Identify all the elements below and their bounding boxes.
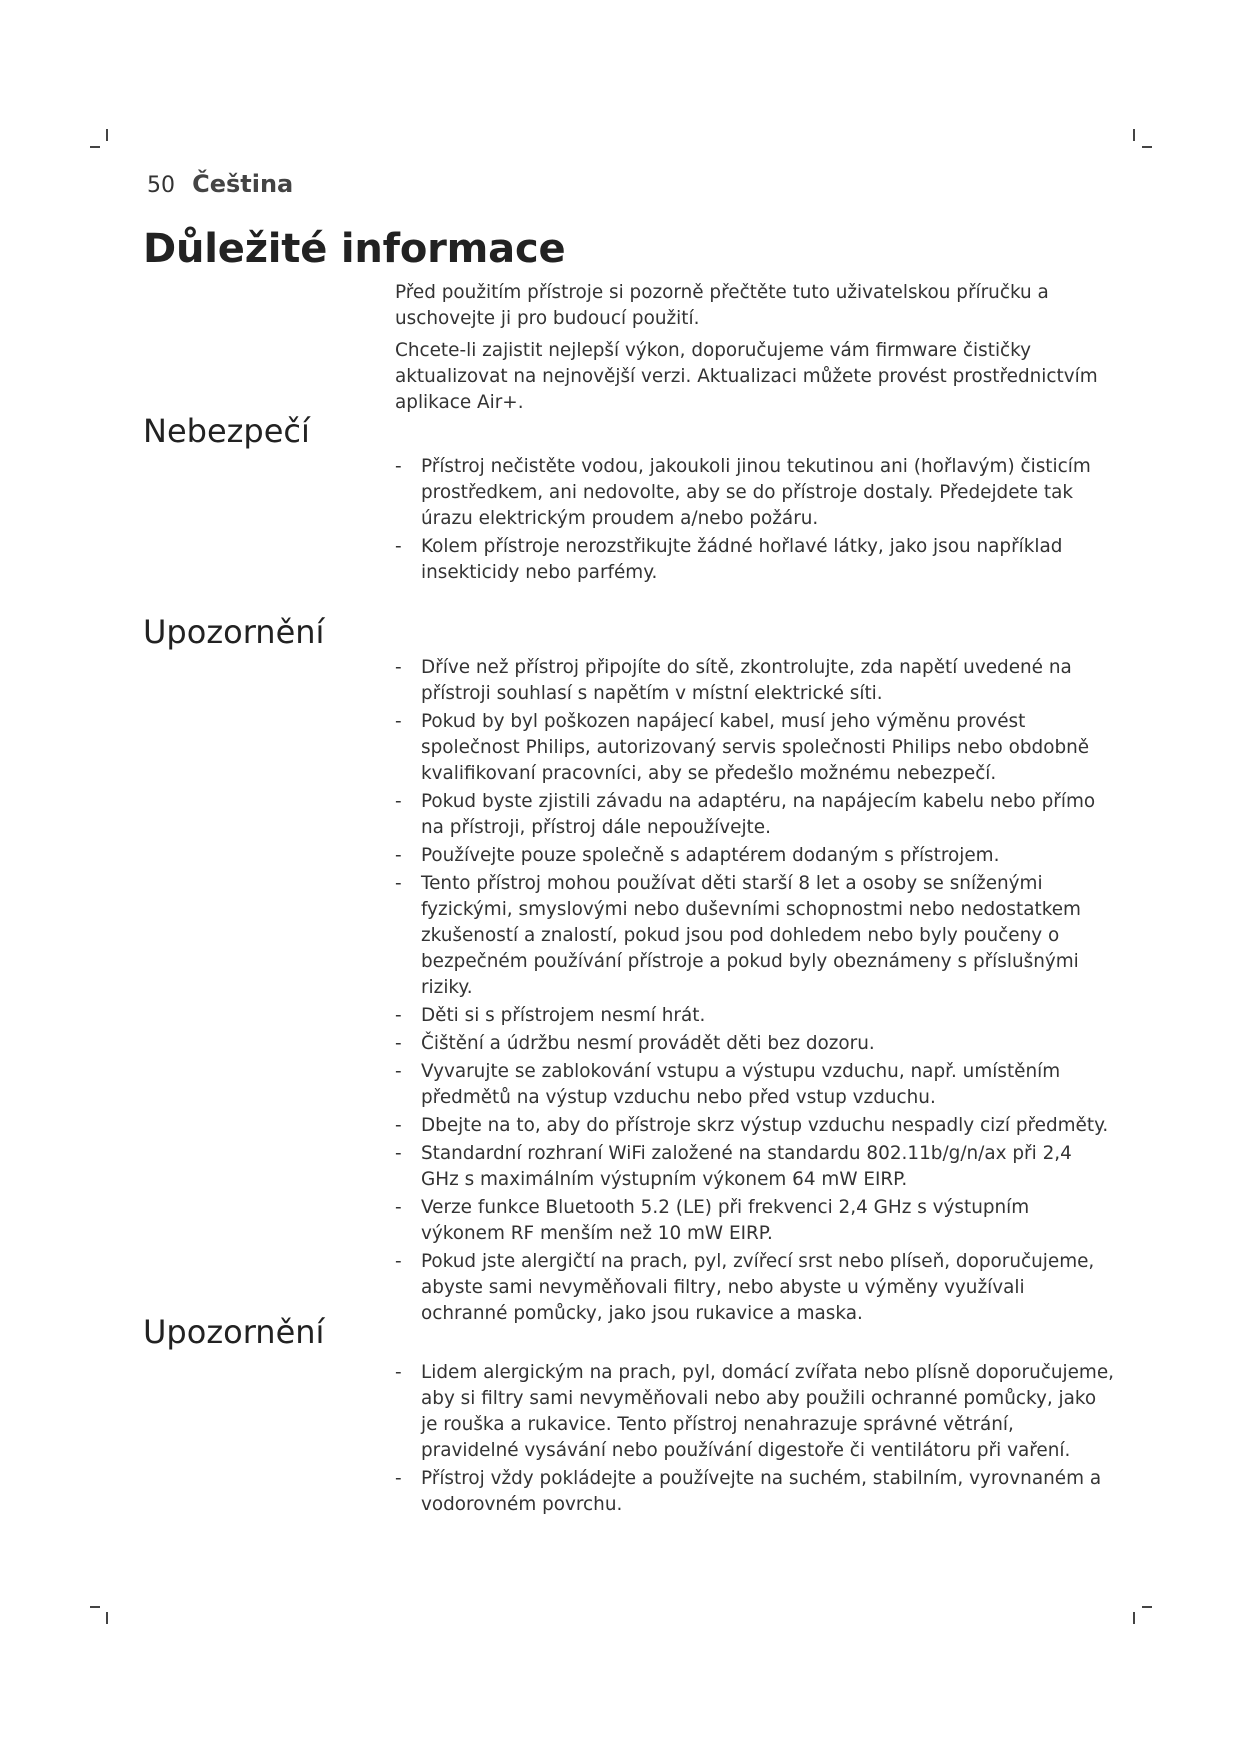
list-item: - Pokud byste zjistili závadu na adaptéru, na napájecím kabelu nebo přímo na přístroji, přístroj dále nepoužívejte. [395, 789, 1115, 841]
crop-mark-top-left-v [106, 129, 108, 141]
list-item: - Děti si s přístrojem nesmí hrát. [395, 1003, 1115, 1029]
crop-mark-top-right-v [1133, 129, 1135, 141]
bullet-list [395, 454, 1115, 586]
crop-mark-bottom-left-h [90, 1606, 100, 1608]
page-number: 50 [147, 173, 175, 198]
language-label: Čeština [192, 170, 294, 198]
section-heading-warning: Upozornění [143, 613, 325, 651]
list-item: - Přístroj nečistěte vodou, jakoukoli jinou tekutinou ani (hořlavým) čisticím prostředkem, ani nedovolte, aby se do přístroje dostaly. Předejdete tak úrazu elektrickým proudem a/nebo požáru. [395, 454, 1115, 532]
crop-mark-bottom-right-h [1142, 1606, 1152, 1608]
list-item: - Vyvarujte se zablokování vstupu a výstupu vzduchu, např. umístěním předmětů na výstup vzduchu nebo před vstup vzduchu. [395, 1059, 1115, 1111]
intro-paragraph: Chcete-li zajistit nejlepší výkon, doporučujeme vám firmware čističky aktualizovat na nejnovější verzi. Aktualizaci můžete provést prostřednictvím aplikace Air+. [395, 340, 1098, 413]
list-item: - Používejte pouze společně s adaptérem dodaným s přístrojem. [395, 843, 1115, 869]
bullet-list [395, 1360, 1115, 1518]
crop-mark-bottom-left-v [106, 1612, 108, 1624]
intro-block [395, 280, 1115, 422]
bullet-list [395, 655, 1115, 1327]
list-item: - Přístroj vždy pokládejte a používejte na suchém, stabilním, vyrovnaném a vodorovném povrchu. [395, 1466, 1115, 1518]
list-item: - Tento přístroj mohou používat děti starší 8 let a osoby se sníženými fyzickými, smyslovými nebo duševními schopnostmi nebo nedostatkem zkušeností a znalostí, pokud jsou pod dohledem nebo byly poučeny o bezpečném používání přístroje a pokud byly obeznámeny s příslušnými riziky. [395, 871, 1115, 1001]
list-item: - Dříve než přístroj připojíte do sítě, zkontrolujte, zda napětí uvedené na přístroji souhlasí s napětím v místní elektrické síti. [395, 655, 1115, 707]
list-item: - Standardní rozhraní WiFi založené na standardu 802.11b/g/n/ax při 2,4 GHz s maximálním výstupním výkonem 64 mW EIRP. [395, 1141, 1115, 1193]
page-title: Důležité informace [143, 226, 566, 272]
page-header [147, 170, 293, 198]
section-caution-body [395, 1360, 1115, 1520]
list-item: - Lidem alergickým na prach, pyl, domácí zvířata nebo plísně doporučujeme, aby si filtry sami nevyměňovali nebo aby použili ochranné pomůcky, jako je rouška a rukavice. Tento přístroj nenahrazuje správné větrání, pravidelné vysávání nebo používání digestoře či ventilátoru při vaření. [395, 1360, 1115, 1464]
list-item: - Čištění a údržbu nesmí provádět děti bez dozoru. [395, 1031, 1115, 1057]
intro-paragraph: Před použitím přístroje si pozorně přečtěte tuto uživatelskou příručku a uschovejte ji pro budoucí použití. [395, 282, 1049, 329]
section-heading-caution: Upozornění [143, 1313, 325, 1351]
list-item: - Kolem přístroje nerozstřikujte žádné hořlavé látky, jako jsou například insekticidy nebo parfémy. [395, 534, 1115, 586]
section-danger-body [395, 454, 1115, 588]
list-item: - Verze funkce Bluetooth 5.2 (LE) při frekvenci 2,4 GHz s výstupním výkonem RF menším než 10 mW EIRP. [395, 1195, 1115, 1247]
list-item: - Pokud by byl poškozen napájecí kabel, musí jeho výměnu provést společnost Philips, autorizovaný servis společnosti Philips nebo obdobně kvalifikovaní pracovníci, aby se předešlo možnému nebezpečí. [395, 709, 1115, 787]
crop-mark-top-right-h [1142, 146, 1152, 148]
crop-mark-top-left-h [90, 146, 100, 148]
list-item: - Dbejte na to, aby do přístroje skrz výstup vzduchu nespadly cizí předměty. [395, 1113, 1115, 1139]
section-warning-body [395, 655, 1115, 1329]
section-heading-danger: Nebezpečí [143, 412, 310, 450]
crop-mark-bottom-right-v [1133, 1612, 1135, 1624]
list-item: - Pokud jste alergičtí na prach, pyl, zvířecí srst nebo plíseň, doporučujeme, abyste sami nevyměňovali filtry, nebo abyste u výměny využívali ochranné pomůcky, jako jsou rukavice a maska. [395, 1249, 1115, 1327]
